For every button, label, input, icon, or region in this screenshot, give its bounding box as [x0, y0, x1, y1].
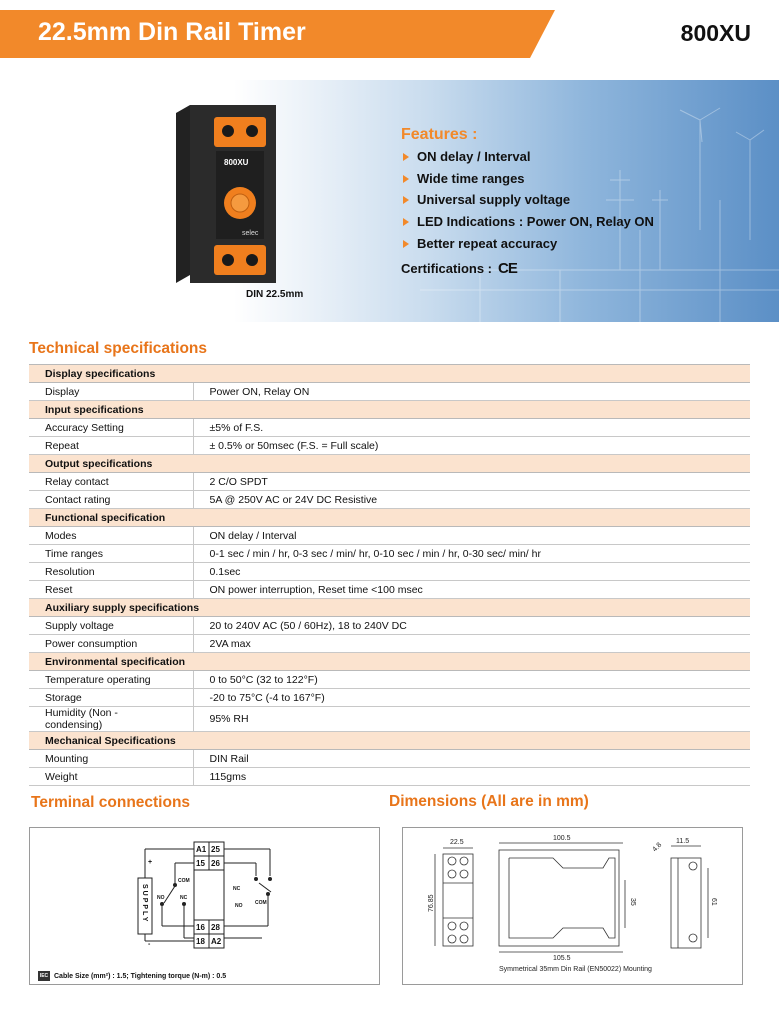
spec-value: ON power interruption, Reset time <100 msec: [193, 581, 750, 599]
spec-value: 95% RH: [193, 707, 750, 732]
spec-row: [29, 617, 750, 635]
dim-width-label: 22.5: [450, 839, 464, 846]
spec-row: [29, 635, 750, 653]
supply-label: SUPPLY: [141, 884, 148, 924]
spec-label: Accuracy Setting: [29, 419, 193, 437]
spec-value: 0-1 sec / min / hr, 0-3 sec / min/ hr, 0-10 sec / min / hr, 0-30 sec/ min/ hr: [193, 545, 750, 563]
technical-specs-title: Technical specifications: [29, 340, 208, 357]
spec-row: [29, 473, 750, 491]
timer-device-image: [172, 105, 284, 285]
spec-label: Resolution: [29, 563, 193, 581]
terminal-label: A1: [196, 845, 207, 854]
spec-value: 0.1sec: [193, 563, 750, 581]
terminal-label: 28: [211, 923, 220, 932]
spec-row: [29, 707, 750, 732]
spec-label: Temperature operating: [29, 671, 193, 689]
terminal-diagram-box: [29, 827, 380, 985]
spec-group-row: [29, 365, 750, 383]
spec-label: Power consumption: [29, 635, 193, 653]
dimensions-drawing: [403, 828, 742, 964]
technical-specs-table: [29, 364, 750, 786]
spec-group-row: [29, 732, 750, 750]
terminal-label: 16: [196, 923, 205, 932]
dim-side-top-label: 11.5: [676, 838, 690, 845]
feature-text: Better repeat accuracy: [417, 235, 558, 251]
dim-base-label: 105.5: [553, 955, 571, 962]
terminal-label: 15: [196, 859, 205, 868]
spec-value: 5A @ 250V AC or 24V DC Resistive: [193, 491, 750, 509]
spec-row: [29, 581, 750, 599]
nc-label-right: NC: [233, 886, 241, 892]
spec-row: [29, 563, 750, 581]
feature-text: ON delay / Interval: [417, 149, 531, 164]
spec-label: Supply voltage: [29, 617, 193, 635]
spec-group-title: Functional specification: [29, 509, 750, 527]
triangle-bullet-icon: [403, 153, 409, 161]
dimensions-caption: Symmetrical 35mm Din Rail (EN50022) Mounting: [499, 966, 652, 973]
supply-minus-label: -: [148, 941, 151, 948]
com-label: COM: [178, 878, 190, 884]
feature-text: Universal supply voltage: [417, 192, 571, 208]
com-label-right: COM: [255, 900, 267, 906]
spec-value: 0 to 50°C (32 to 122°F): [193, 671, 750, 689]
terminal-wiring-diagram: [30, 828, 379, 968]
feature-text: LED Indications : Power ON, Relay ON: [417, 214, 654, 230]
spec-value: ±5% of F.S.: [193, 419, 750, 437]
feature-item: [401, 170, 654, 192]
dim-height-label: 76.85: [428, 894, 435, 912]
triangle-bullet-icon: [403, 240, 409, 248]
spec-group-title: Environmental specification: [29, 653, 750, 671]
no-label-right: NO: [235, 903, 243, 909]
spec-group-row: [29, 401, 750, 419]
spec-label: Repeat: [29, 437, 193, 455]
spec-group-row: [29, 653, 750, 671]
spec-label: Humidity (Non - condensing): [29, 707, 193, 732]
spec-row: [29, 545, 750, 563]
feature-item: [401, 235, 654, 257]
features-panel: [401, 126, 654, 256]
spec-value: -20 to 75°C (-4 to 167°F): [193, 689, 750, 707]
feature-item: [401, 213, 654, 235]
dim-rail-label: 35: [629, 898, 636, 906]
dim-side-height-label: 61: [710, 898, 717, 906]
spec-group-title: Output specifications: [29, 455, 750, 473]
spec-group-row: [29, 455, 750, 473]
feature-text: Wide time ranges: [417, 170, 525, 186]
spec-label: Display: [29, 383, 193, 401]
triangle-bullet-icon: [403, 196, 409, 204]
terminal-label: 25: [211, 845, 220, 854]
cable-note: [38, 971, 226, 981]
dimensions-title: Dimensions (All are in mm): [389, 793, 589, 810]
spec-label: Weight: [29, 768, 193, 786]
feature-item: [401, 191, 654, 213]
nc-label: NC: [180, 895, 188, 901]
terminal-connections-title: Terminal connections: [31, 794, 191, 811]
terminal-label: 18: [196, 937, 205, 946]
spec-row: [29, 750, 750, 768]
page-header: [0, 10, 779, 58]
iec-icon: IEC: [39, 973, 49, 979]
spec-group-title: Auxiliary supply specifications: [29, 599, 750, 617]
spec-row: [29, 671, 750, 689]
spec-group-title: Display specifications: [29, 365, 750, 383]
spec-value: DIN Rail: [193, 750, 750, 768]
spec-value: 2 C/O SPDT: [193, 473, 750, 491]
header-title: 22.5mm Din Rail Timer: [38, 18, 306, 46]
spec-label: Contact rating: [29, 491, 193, 509]
spec-value: ON delay / Interval: [193, 527, 750, 545]
cable-note-text: Cable Size (mm²) : 1.5; Tightening torque (N-m) : 0.5: [54, 972, 227, 980]
spec-row: [29, 768, 750, 786]
triangle-bullet-icon: [403, 218, 409, 226]
spec-row: [29, 527, 750, 545]
spec-label: Modes: [29, 527, 193, 545]
spec-label: Storage: [29, 689, 193, 707]
spec-row: [29, 491, 750, 509]
spec-value: Power ON, Relay ON: [193, 383, 750, 401]
dim-side-dia-label: 4.8: [651, 841, 664, 854]
terminal-label: 26: [211, 859, 220, 868]
dimensions-diagram-box: [402, 827, 743, 985]
feature-item: [401, 148, 654, 170]
device-brand-label: selec: [242, 230, 259, 237]
terminal-label: A2: [211, 937, 222, 946]
spec-value: 2VA max: [193, 635, 750, 653]
device-caption: DIN 22.5mm: [246, 289, 304, 300]
spec-value: ± 0.5% or 50msec (F.S. = Full scale): [193, 437, 750, 455]
spec-group-title: Input specifications: [29, 401, 750, 419]
triangle-bullet-icon: [403, 175, 409, 183]
no-label: NO: [157, 895, 165, 901]
features-title: Features :: [401, 126, 478, 143]
spec-row: [29, 437, 750, 455]
device-model-label: 800XU: [224, 158, 249, 167]
certifications: [401, 260, 517, 277]
spec-value: 20 to 240V AC (50 / 60Hz), 18 to 240V DC: [193, 617, 750, 635]
spec-row: [29, 419, 750, 437]
spec-label: Time ranges: [29, 545, 193, 563]
spec-group-row: [29, 509, 750, 527]
supply-plus-label: +: [148, 859, 153, 866]
spec-group-row: [29, 599, 750, 617]
spec-group-title: Mechanical Specifications: [29, 732, 750, 750]
spec-label: Mounting: [29, 750, 193, 768]
dim-depth-label: 100.5: [553, 835, 571, 842]
certifications-label: Certifications :: [401, 261, 493, 276]
spec-value: 115gms: [193, 768, 750, 786]
spec-row: [29, 383, 750, 401]
spec-row: [29, 689, 750, 707]
spec-label: Relay contact: [29, 473, 193, 491]
spec-label: Reset: [29, 581, 193, 599]
ce-mark-icon: CE: [498, 260, 517, 277]
header-model: 800XU: [680, 20, 751, 46]
product-banner: [0, 80, 779, 322]
